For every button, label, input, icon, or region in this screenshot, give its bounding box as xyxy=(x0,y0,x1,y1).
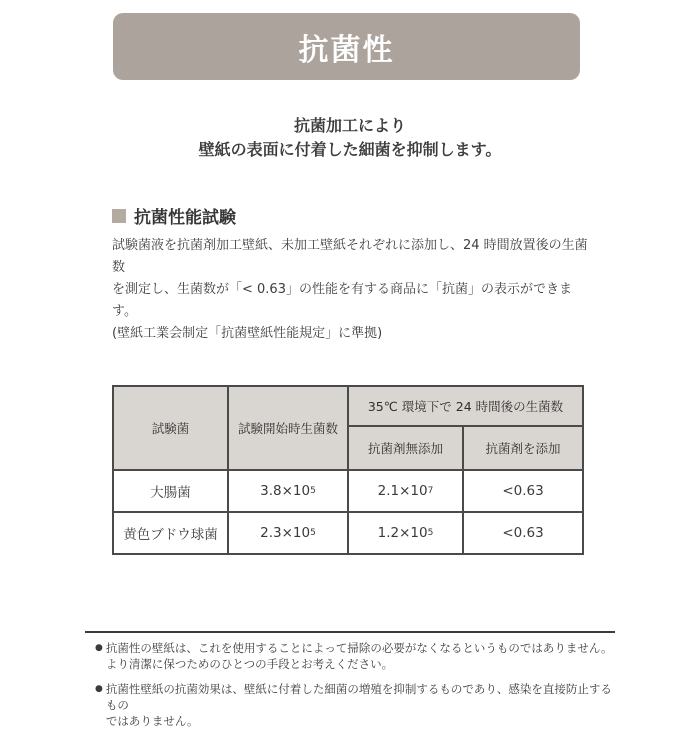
value-base: 2.1×10 xyxy=(377,483,428,499)
table-row xyxy=(113,512,583,554)
cell-bacteria: 黄色ブドウ球菌 xyxy=(113,512,228,554)
value-base: 1.2×10 xyxy=(377,525,428,541)
page-title: 抗菌性 xyxy=(298,32,395,68)
cell-initial-count xyxy=(228,512,348,554)
body-line-2: を測定し、生菌数が「< 0.63」の性能を有する商品に「抗菌」の表示ができます。 xyxy=(112,282,572,319)
page-banner xyxy=(113,13,580,80)
performance-table xyxy=(112,385,584,555)
footer-divider xyxy=(85,631,615,633)
footnote-item xyxy=(95,640,615,672)
value-base: 2.3×10 xyxy=(260,525,311,541)
footnotes xyxy=(95,640,615,738)
header-after-24h: 35℃ 環境下で 24 時間後の生菌数 xyxy=(348,386,583,426)
footnote-line: 抗菌性の壁紙は、これを使用することによって掃除の必要がなくなるというものではありません。 xyxy=(105,641,613,655)
bullet-icon: ● xyxy=(95,684,103,694)
intro-line-2: 壁紙の表面に付着した細菌を抑制します。 xyxy=(198,140,502,159)
cell-initial-count xyxy=(228,470,348,512)
cell-treated-count: <0.63 xyxy=(463,470,583,512)
value-exponent: 7 xyxy=(427,486,434,496)
value-exponent: 5 xyxy=(427,528,434,538)
cell-untreated-count xyxy=(348,512,463,554)
cell-untreated-count xyxy=(348,470,463,512)
value-exponent: 5 xyxy=(310,486,316,496)
value-exponent: 5 xyxy=(310,528,316,538)
footnote-text xyxy=(106,681,615,729)
body-line-1: 試験菌液を抗菌剤加工壁紙、未加工壁紙それぞれに添加し、24 時間放置後の生菌数 xyxy=(112,238,588,275)
section-heading xyxy=(112,203,588,228)
intro-line-1: 抗菌加工により xyxy=(293,116,406,135)
footnote-line: より清潔に保つためのひとつの手段とお考えください。 xyxy=(105,657,394,671)
table-row xyxy=(113,470,583,512)
footnote-line: 抗菌性壁紙の抗菌効果は、壁紙に付着した細菌の増殖を抑制するものであり、感染を直接防止するもの xyxy=(105,682,612,712)
value-base: 3.8×10 xyxy=(260,483,311,499)
header-untreated: 抗菌剤無添加 xyxy=(348,426,463,470)
section-body xyxy=(112,235,590,345)
header-treated: 抗菌剤を添加 xyxy=(463,426,583,470)
header-bacteria: 試験菌 xyxy=(113,386,228,470)
footnote-item xyxy=(95,681,615,729)
bullet-icon: ● xyxy=(95,643,103,653)
header-initial-count: 試験開始時生菌数 xyxy=(228,386,348,470)
cell-bacteria: 大腸菌 xyxy=(113,470,228,512)
square-bullet-icon xyxy=(112,209,126,223)
intro-text xyxy=(112,114,588,162)
cell-treated-count: <0.63 xyxy=(463,512,583,554)
footnote-line: ではありません。 xyxy=(105,714,199,728)
footnote-text xyxy=(106,640,615,672)
section-title: 抗菌性能試験 xyxy=(134,208,236,228)
body-line-3: (壁紙工業会制定「抗菌壁紙性能規定」に準拠) xyxy=(112,326,383,341)
